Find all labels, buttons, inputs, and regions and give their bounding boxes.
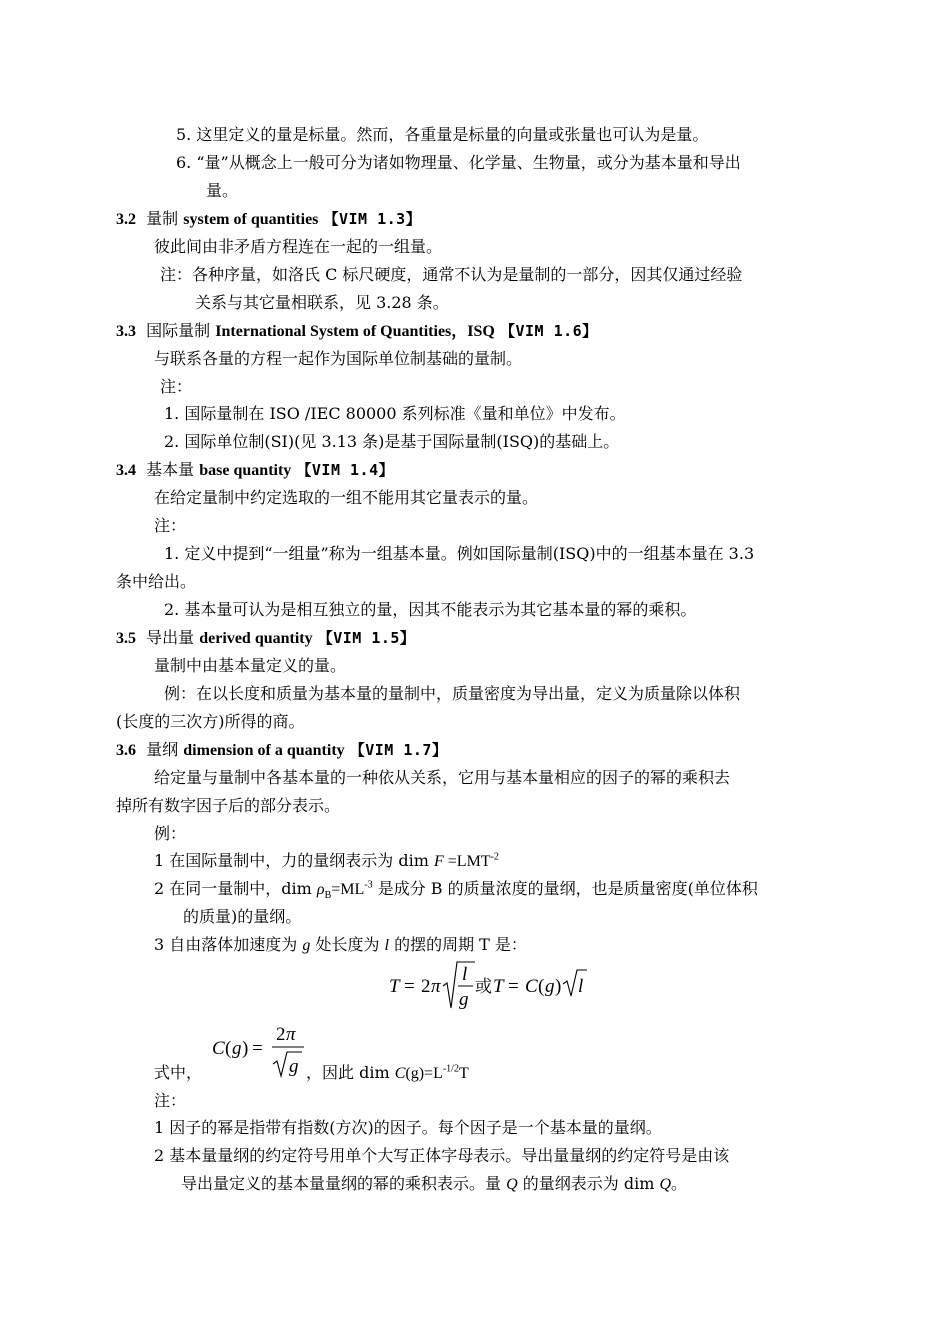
svg-text:g: g [545,976,555,997]
svg-text:g: g [232,1038,242,1059]
section-3-4-heading: 3.4 基本量 base quantity 【VIM 1.4】 [116,460,395,479]
section-3-2-note-line1: 注：各种序量，如洛氏 C 标尺硬度，通常不认为是量制的一部分，因其仅通过经验 [160,265,743,284]
section-3-4-note-1-line1: 1. 定义中提到“一组量”称为一组基本量。例如国际量制(ISQ)中的一组基本量在 3.3 [164,544,755,563]
section-3-6-example-1: 1 在国际量制中，力的量纲表示为 dim $F =LMT^{-2}$ [154,851,499,870]
section-3-6-example-3: 3 自由落体加速度为 g 处长度为 l 的摆的周期 T 是： [154,935,527,954]
svg-text:=: = [404,976,415,997]
section-3-5-definition: 量制中由基本量定义的量。 [154,656,347,675]
section-3-6-note-1: 1 因子的幂是指带有指数(方次)的因子。每个因子是一个基本量的量纲。 [154,1118,662,1137]
section-3-6-note-2-line2: 导出量定义的基本量量纲的幂的乘积表示。量 Q 的量纲表示为 dim Q。 [181,1174,688,1193]
section-3-6-example-2-line2: 的质量)的量纲。 [183,907,302,926]
section-3-2-note-line2: 关系与其它量相联系，见 3.28 条。 [195,293,449,312]
svg-text:C: C [525,976,538,997]
section-3-4-definition: 在给定量制中约定选取的一组不能用其它量表示的量。 [154,488,539,507]
svg-text:l: l [578,976,584,997]
section-3-6-definition-line2: 掉所有数字因子后的部分表示。 [116,796,341,815]
svg-text:(: ( [225,1038,232,1059]
section-3-2-heading: 3.2 量制 system of quantities 【VIM 1.3】 [116,209,422,228]
svg-text:T: T [389,976,400,997]
svg-text:): ) [242,1038,249,1059]
note-5: 5. 这里定义的量是标量。然而，各重量是标量的向量或张量也可认为是量。 [176,125,709,144]
svg-text:=: = [508,976,519,997]
c-of-g-formula [210,1020,310,1084]
svg-text:T: T [493,976,504,997]
section-3-3-heading: 3.3 国际量制 International System of Quantities，ISQ 【VIM 1.6】 [116,321,598,340]
section-3-3-definition: 与联系各量的方程一起作为国际单位制基础的量制。 [154,349,523,368]
section-3-6-note-2-line1: 2 基本量量纲的约定符号用单个大写正体字母表示。导出量量纲的约定符号是由该 [154,1146,730,1165]
section-3-5-example-line1: 例：在以长度和质量为基本量的量制中，质量密度为导出量，定义为质量除以体积 [164,684,741,703]
svg-text:): ) [555,976,562,997]
section-3-4-note-2: 2. 基本量可认为是相互独立的量，因其不能表示为其它基本量的幂的乘积。 [164,600,697,619]
section-3-5-heading: 3.5 导出量 derived quantity 【VIM 1.5】 [116,628,416,647]
section-3-6-example-2-line1: 2 在同一量制中，dim $\rho_B=ML^{-3}$ 是成分 B 的质量浓度的量纲，也是质量密度(单位体积 [154,879,758,902]
svg-text:2: 2 [421,976,431,997]
svg-text:g: g [459,989,469,1010]
section-3-5-example-line2: (长度的三次方)所得的商。 [116,712,305,731]
section-3-2-definition: 彼此间由非矛盾方程连在一起的一组量。 [154,237,443,256]
section-3-4-note-1-line2: 条中给出。 [116,572,197,591]
svg-text:(: ( [538,976,545,997]
svg-text:=: = [252,1038,263,1059]
note-6-line1: 6. “量”从概念上一般可分为诸如物理量、化学量、生物量，或分为基本量和导出 [176,153,741,172]
svg-text:2: 2 [276,1024,286,1045]
pendulum-period-formula [385,958,595,1018]
section-3-6-where-label: 式中， [154,1063,203,1082]
section-3-6-note-label: 注： [154,1091,187,1110]
svg-text:g: g [289,1056,299,1077]
svg-text:π: π [431,976,441,997]
section-3-3-note-2: 2. 国际单位制(SI)(见 3.13 条)是基于国际量制(ISQ)的基础上。 [164,432,620,451]
note-6-line2: 量。 [206,181,239,200]
section-3-6-example-label: 例： [154,824,187,843]
formula-or-text: 或 [475,977,492,997]
section-3-4-note-label: 注： [154,516,187,535]
section-3-3-note-1: 1. 国际量制在 ISO /IEC 80000 系列标准《量和单位》中发布。 [164,404,626,423]
section-3-6-heading: 3.6 量纲 dimension of a quantity 【VIM 1.7】 [116,740,448,759]
svg-text:π: π [286,1024,296,1045]
svg-text:C: C [212,1038,225,1059]
section-3-6-definition-line1: 给定量与量制中各基本量的一种依从关系，它用与基本量相应的因子的幂的乘积去 [154,768,731,787]
section-3-3-note-label: 注： [160,377,193,396]
svg-text:l: l [462,964,468,985]
section-3-6-where-rest: ，因此 dim $C(g)=L^{-1/2}T$ [306,1063,469,1082]
